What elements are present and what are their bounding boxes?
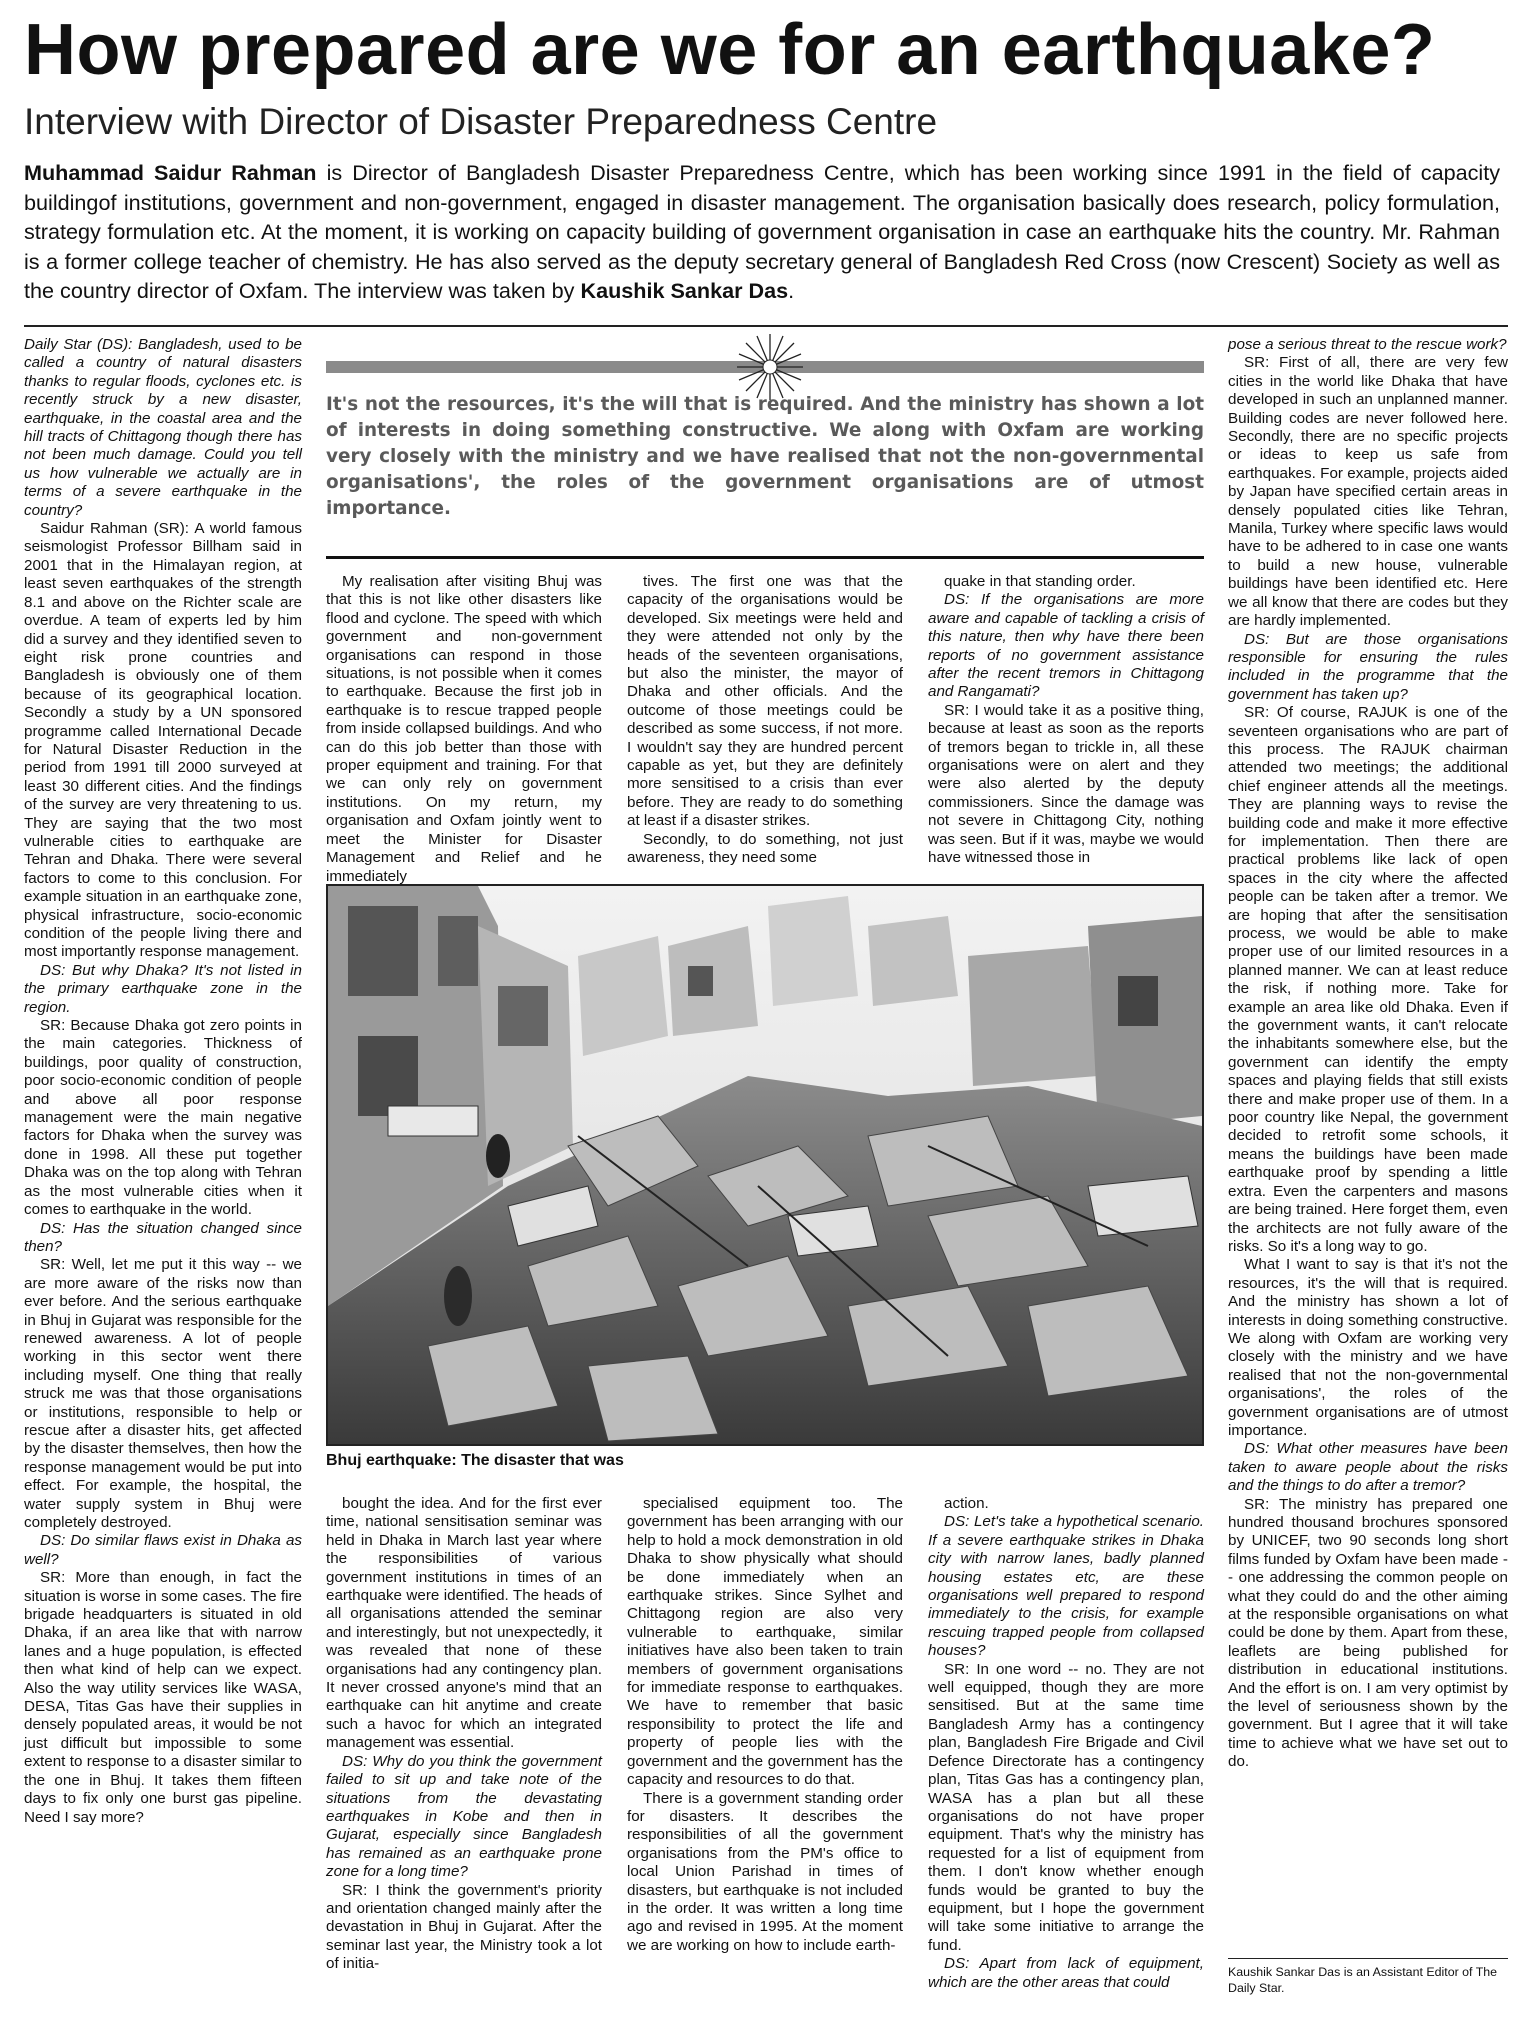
interview-answer: There is a government standing order for disasters. It describes the responsibilities of all the government organisations from the PM's office to local Union Parishad in times of disasters, but earthquake is not included in the order. It was written a long time ago and revised in 1995. At the moment we are working on how to include earth- [627,1789,903,1954]
earthquake-photo [326,884,1204,1446]
interview-answer: bought the idea. And for the first ever time, national sensitisation seminar was held in Dhaka in March last year where the responsibilities of various government institutions in times of an earthquake were identified. The heads of all organisations attended the seminar and interestingly, but not unexpectedly, it was revealed that none of these organisations had any contingency plan. It never crossed anyone's mind that an earthquake can hit anytime and create such a havoc for which an integrated management was essential. [326,1495,602,1752]
intro-paragraph [24,158,1500,306]
photo-caption: Bhuj earthquake: The disaster that was [326,1452,624,1469]
interview-answer: Secondly, to do something, not just awareness, they need some [627,830,903,867]
interviewee-name: Muhammad Saidur Rahman [24,160,317,185]
interview-question: DS: Do similar flaws exist in Dhaka as well? [24,1532,302,1568]
column-2-upper [326,573,602,885]
interview-question: DS: But why Dhaka? It's not listed in the primary earthquake zone in the region. [24,961,302,1016]
author-divider [1228,1958,1508,1959]
column-3-lower [627,1495,903,2035]
column-3-upper [627,573,903,867]
headline: How prepared are we for an earthquake? [24,10,1436,90]
interview-answer: tives. The first one was that the capacity of the organisations would be developed. Six meetings were held and they were attended not only by the heads of the seventeen organisations, but also the minister, the mayor of Dhaka and other officials. And the outcome of those meetings could be described as some success, if not more. I wouldn't say they are hundred percent capable as yet, but they are definitely more sensitised to a crisis than ever before. They are ready to do something at least if a disaster strikes. [627,573,903,830]
interview-question: DS: Apart from lack of equipment, which are the other areas that could [928,1955,1204,1991]
interview-answer: quake in that standing order. [944,573,1136,590]
pull-quote: It's not the resources, it's the will that is required. And the ministry has shown a lot of interests in doing something constructive. We along with Oxfam are working very closely with the ministry and we have realised that not the non-governmental organisations', the roles of the government organisations are of utmost importance. [326,394,1204,519]
interview-answer: SR: Of course, RAJUK is one of the seventeen organisations who are part of this process. The RAJUK chairman attended two meetings; the additional chief engineer attends all the meetings. They are planning ways to revise the building code and make it more effective for implementation. Then there are practical problems like lack of open spaces in the city where the affected people can be taken after a tremor. We are hoping that after the sensitisation process, we would be able to make proper use of our limited resources in a planned manner. We can at least reduce the risk, if nothing more. Take for example an area like old Dhaka. Even if the government wants, it can't relocate the inhabitants somewhere else, but the government can identify the empty spaces and playing fields that still exists there and make proper use of them. In a poor country like Nepal, the government decided to retrofit some schools, it means the buildings have been made earthquake proof by spending a little extra. Even the carpenters and masons are being trained. Here forget them, even the architects are not fully aware of the risks. So it's a long way to go. [1228,704,1508,1255]
interviewer-name: Kaushik Sankar Das [580,278,789,303]
intro-body: is Director of Bangladesh Disaster Preparedness Centre, which has been working since 1991 in the field of capacity buildingof institutions, government and non-government, engaged in disaster management. The organisation basically does research, policy formulation, strategy formulation etc. At the moment, it is working on capacity building of government organisation in case an earthquake hits the country. Mr. Rahman is a former college teacher of chemistry. He has also served as the deputy secretary general of Bangladesh Red Cross (now Crescent) Society as well as the country director of Oxfam. The interview was taken by [24,160,1501,303]
column-2-lower [326,1495,602,2035]
interview-question: DS: Let's take a hypothetical scenario. If a severe earthquake strikes in Dhaka city with narrow lanes, badly planned housing estates etc, are these organisations well prepared to respond immediately to the crisis, for example rescuing trapped people from collapsed houses? [928,1513,1204,1660]
interview-question: DS: But are those organisations responsible for ensuring the rules included in the programme that the government has taken up? [1228,630,1508,703]
interview-answer: SR: I think the government's priority and orientation changed mainly after the devastation in Bhuj in Gujarat. After the seminar last year, the Ministry took a lot of initia- [326,1881,602,1973]
interview-answer: SR: More than enough, in fact the situation is worse in some cases. The fire brigade headquarters is situated in old Dhaka, if an area like that with narrow lanes and a huge population, is effected then what kind of help can we expect. Also the way utility services like WASA, DESA, Titas Gas have their supplies in densely populated areas, it would be not just difficult but impossible to some extent to response to a disaster similar to the one in Bhuj. It takes them fifteen days to fix only one burst gas pipeline. Need I say more? [24,1569,302,1826]
interview-answer: SR: I would take it as a positive thing, because at least as soon as the reports of tremors began to trickle in, all these organisations were on alert and they were also alerted by the deputy commissioners. Since the damage was not severe in Chittagong City, nothing was seen. But if it was, maybe we would have witnessed those in [928,701,1204,867]
column-5 [1228,336,1508,1936]
interview-answer: Saidur Rahman (SR): A world famous seismologist Professor Billham said in 2001 that in the Himalayan region, at least seven earthquakes of the strength 8.1 and above on the Richter scale are overdue. A team of experts led by him did a survey and they identified seven to eight risk prone countries and Bangladesh is obviously one of them because of its geographical location. Secondly a study by a UN sponsored programme called International Decade for Natural Disaster Reduction in the period from 1991 till 2000 surveyed at least 30 different cities. And the findings of the survey are very threatening to us. They are saying that the two most vulnerable cities to earthquake are Tehran and Dhaka. There were several factors to come to this conclusion. For example situation in an earthquake zone, physical infrastructure, socio-economic condition of the people living there and most importantly response management. [24,520,302,961]
interview-answer: SR: The ministry has prepared one hundred thousand brochures sponsored by UNICEF, two 90 seconds long short films funded by Oxfam have been made -- one addressing the common people on what they could do and the other aiming at the responsible organisations on what could be done by them. Apart from these, leaflets are being published for distribution in educational institutions. And the effort is on. I am very optimist by the level of seriousness shown by the government. But I agree that it will take time to achieve what we have set out to do. [1228,1495,1508,1771]
interview-question: DS: Has the situation changed since then? [24,1219,302,1255]
interview-answer: SR: Because Dhaka got zero points in the main categories. Thickness of buildings, poor quality of construction, poor socio-economic condition of people and above all poor response management were the main negative factors for Dhaka when the survey was done in 1998. All these put together Dhaka was on the top along with Tehran as the most vulnerable cities when it comes to earthquake in the world. [24,1017,302,1219]
interview-question: Daily Star (DS): Bangladesh, used to be called a country of natural disasters thanks to regular floods, cyclones etc. is recently struck by a new disaster, earthquake, in the coastal area and the hill tracts of Chittagong though there has not been much damage. Could you tell us how vulnerable we actually are in terms of a severe earthquake in the country? [24,336,302,519]
interview-answer: SR: First of all, there are very few cities in the world like Dhaka that have developed in such an unplanned manner. Building codes are never followed here. Secondly, there are no specific projects or ideas to keep us safe from earthquakes. For example, projects aided by Japan have specified certain areas in densely populated cities like Tehran, Manila, Turkey where specific laws would have to be adhered to in case one wants to build a new house, vulnerable buildings have been identified etc. Here we all know that there are codes but they are hardly implemented. [1228,354,1508,630]
intro-end: . [788,278,795,303]
subheadline: Interview with Director of Disaster Preparedness Centre [24,101,938,142]
interview-answer: SR: In one word -- no. They are not well equipped, though they are more sensitised. But at the same time Bangladesh Army has a contingency plan, Bangladesh Fire Brigade and Civil Defence Directorate has a contingency plan, Titas Gas has a contingency plan, WASA has a plan but all these organisations do not have proper equipment. That's why the ministry has requested for a list of equipment from them. I don't know whether enough funds would be granted to buy the equipment, but I hope the government will take some initiative to arrange the fund. [928,1660,1204,1954]
interview-answer: action. [944,1495,989,1512]
pull-quote-rule [326,556,1204,559]
author-note: Kaushik Sankar Das is an Assistant Editor of The Daily Star. [1228,1965,1498,1995]
interview-answer: My realisation after visiting Bhuj was that this is not like other disasters like flood and cyclone. The speed with which government and non-government organisations can respond in those situations, is not possible when it comes to earthquake. Because the first job in earthquake is to rescue trapped people from inside collapsed buildings. And who can do this job better than those with proper equipment and training. For that we can only rely on government institutions. On my return, my organisation and Oxfam jointly went to meet the Minister for Disaster Management and Relief and he immediately [326,573,602,885]
interview-question: DS: What other measures have been taken to aware people about the risks and the things to do after a tremor? [1228,1440,1508,1495]
column-4-lower [928,1495,1204,2035]
column-4-upper [928,573,1204,867]
interview-question: pose a serious threat to the rescue work? [1228,336,1507,353]
interview-answer: specialised equipment too. The government has been arranging with our help to hold a mock demonstration in old Dhaka to show physically what should be done immediately when an earthquake strikes. Since Sylhet and Chittagong region are also very vulnerable to earthquake, similar initiatives have also been taken to train members of government organisations for immediate response to earthquakes. We have to remember that basic responsibility to protect the life and property of people lies with the government and the government has the capacity and resources to do that. [627,1495,903,1789]
rubble-illustration [328,886,1202,1444]
column-1 [24,336,302,2036]
interview-question: DS: Why do you think the government failed to sit up and take note of the situations from the devastating earthquakes in Kobe and then in Gujarat, especially since Bangladesh has remained as an earthquake prone zone for a long time? [326,1752,602,1881]
top-divider [24,325,1508,327]
interview-answer: What I want to say is that it's not the resources, it's the will that is required. And the ministry has shown a lot of interests in doing something constructive. We along with Oxfam are working very closely with the ministry and we have realised that not the non-governmental organisations', the roles of the government organisations are of utmost importance. [1228,1256,1508,1439]
interview-answer: SR: Well, let me put it this way -- we are more aware of the risks now than ever before. And the serious earthquake in Bhuj in Gujarat was responsible for the renewed awareness. A lot of people working in this sector went there including myself. One thing that really struck me was that those organisations or institutions, responsible to help or rescue after a disaster hits, get affected by the disaster themselves, then how the response management would be put into effect. For example, the hospital, the water supply system in Bhuj were completely destroyed. [24,1256,302,1531]
interview-question: DS: If the organisations are more aware and capable of tackling a crisis of this nature, then why have there been reports of no government assistance after the recent tremors in Chittagong and Rangamati? [928,591,1204,701]
